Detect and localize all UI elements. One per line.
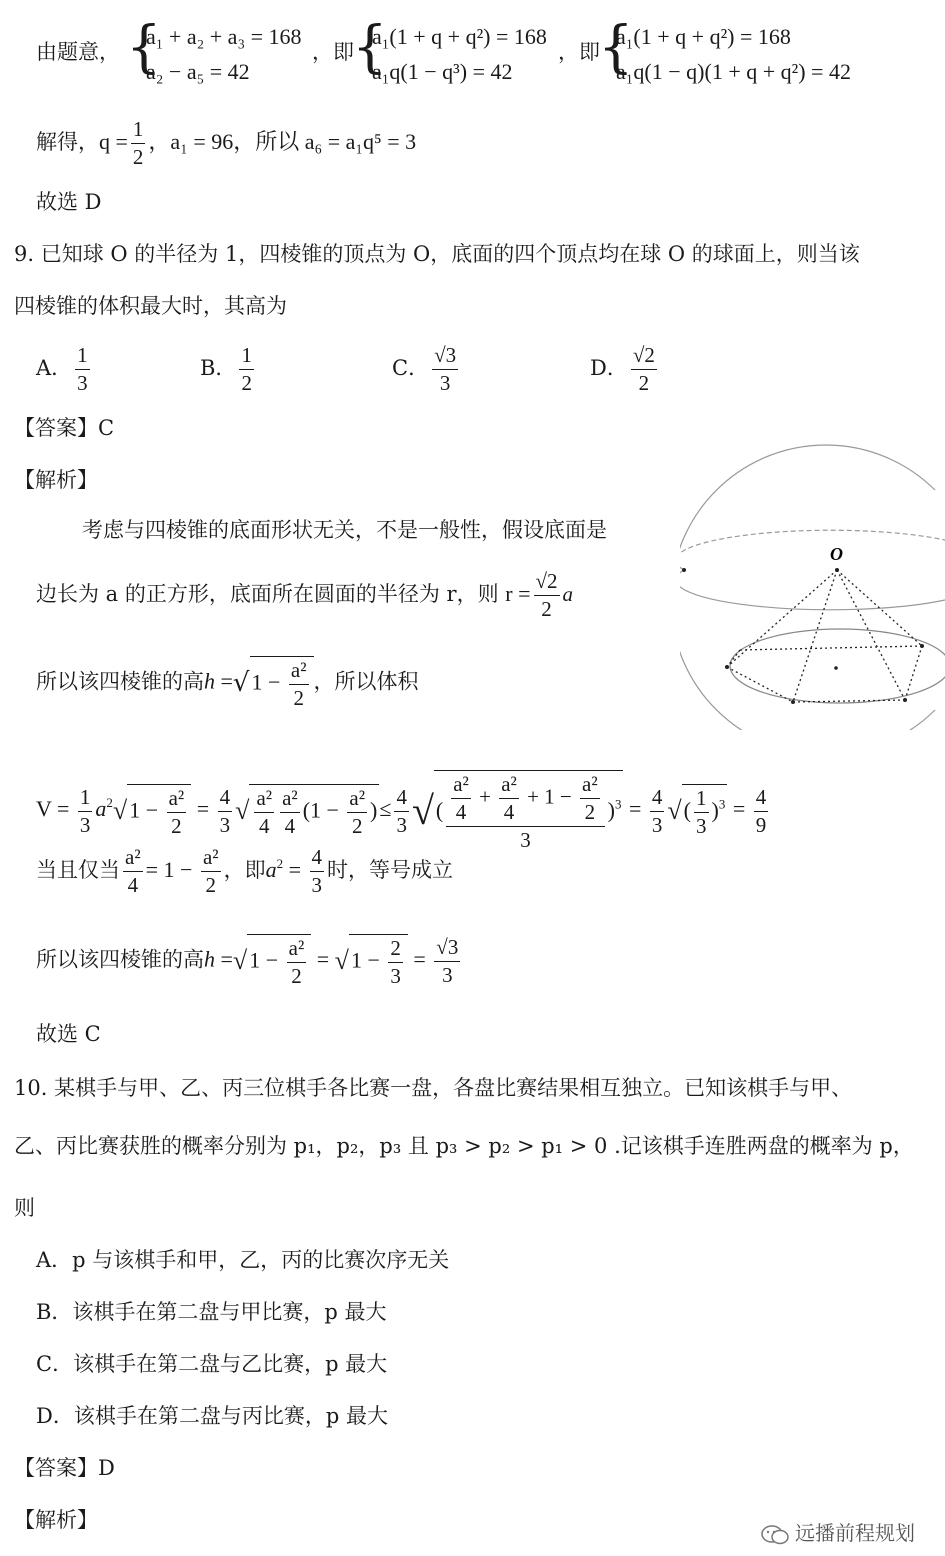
brace-3: {: [598, 15, 634, 80]
sys2-eq2: a₁q(1 − q³) = 42: [372, 59, 513, 84]
q9-a-den: 3: [77, 371, 88, 396]
brace-1: {: [126, 15, 162, 80]
q9-option-d-label: D．: [590, 356, 628, 381]
q9-height: 所以该四棱锥的高h =√1 − $\frac{\text{a²}}{2}$ = √1 − $\frac{2}{3}$ = $\frac{√3}{3}$: [36, 934, 459, 989]
var-a: a: [562, 582, 574, 607]
q9-equality-condition: 当且仅当 $\frac{\text{a²}}{4}$ = 1 − $\frac{\text{a²}}{2}$ ，即$a^2$ = $\frac{4}{3}$ 时，等号成立: [36, 845, 453, 898]
q9-para3-text: 所以该四棱锥的高: [36, 669, 204, 694]
q9-stem-line2: 四棱锥的体积最大时，其高为: [14, 294, 287, 318]
q-frac-num: 1: [131, 118, 146, 144]
v-eq-label: V =: [36, 796, 70, 822]
watermark-text: 远播前程规划: [795, 1521, 915, 1545]
solve-label: 解得，: [36, 130, 99, 155]
eq-cond-text: 当且仅当: [36, 858, 120, 883]
q10-stem-line2: 乙、丙比赛获胜的概率分别为 p₁，p₂，p₃ 且 p₃ > p₂ > p₁ > 0 .记该棋手连胜两盘的概率为 p，: [14, 1134, 914, 1158]
eq-cond-end: 时，等号成立: [327, 858, 453, 883]
eq-cond-mid: ，即: [223, 858, 266, 883]
q10-stem-line3: 则: [14, 1196, 35, 1220]
q9-c-den: 3: [439, 371, 451, 396]
a1-text: ，a₁ = 96，所以 a₆ = a₁q⁵ = 3: [148, 129, 417, 155]
q9-option-a: [36, 344, 93, 395]
r-frac-num: √2: [534, 570, 560, 596]
q9-para3-end: ，所以体积: [313, 669, 419, 694]
q9-c-num: √3: [432, 344, 458, 370]
sys3-eq1: a₁(1 + q + q²) = 168: [616, 24, 791, 49]
figure-label-o: O: [830, 544, 843, 564]
q9-option-b-label: B．: [200, 356, 237, 381]
q9-option-d: [590, 344, 660, 395]
q10-option-a: A．p 与该棋手和甲，乙，丙的比赛次序无关: [36, 1248, 450, 1272]
v-formula: V = $\frac{1}{3}$ $a^2√1$ − $\frac{\text{a²}}{2}$ = $\frac{4}{3}$ √ $\frac{\text{a²}}{4}$ $\frac{\text{a²}}{4}$ (1 − $\frac{\text{a²}}{2}$ )≤ $\frac{4}{3}$ √( $\frac{\text{a²}}{4}$ + $\frac{\text{a²}}{4}$ + 1 − $\frac{\text{a²}}{2}$ 3 )$^3$ = $\frac{4}{3}$ √( $\frac{1}{3}$ )$^3$ = $\frac{4}{9}$: [36, 772, 767, 853]
ji-text-2: ，即: [558, 40, 600, 64]
ji-text-1: ，即: [312, 40, 354, 64]
q9-d-den: 2: [638, 371, 650, 396]
q9-final: 故选 C: [36, 1022, 101, 1046]
height-text: 所以该四棱锥的高: [36, 947, 204, 972]
watermark: [761, 1517, 915, 1546]
q9-para2-text: 边长为 a 的正方形，底面所在圆面的半径为 r，则: [36, 582, 499, 607]
intro-text: 由题意，: [36, 40, 120, 64]
q9-option-c: [392, 344, 461, 395]
sys3-eq2: a₁q(1 − q)(1 + q + q²) = 42: [616, 59, 851, 84]
sys2-eq1: a₁(1 + q + q²) = 168: [372, 24, 547, 49]
q10-answer: 【答案】D: [14, 1456, 115, 1480]
h-eq: h =: [204, 668, 233, 694]
q9-para1: 考虑与四棱锥的底面形状无关，不是一般性，假设底面是: [82, 518, 607, 542]
brace-2: {: [352, 15, 388, 80]
q9-option-a-label: A．: [36, 356, 73, 381]
sys1-eq1: a₁ + a₂ + a₃ = 168: [146, 24, 302, 49]
q10-option-c: C．该棋手在第二盘与乙比赛，p 最大: [36, 1352, 388, 1376]
q9-para2: [36, 570, 573, 621]
q9-stem-line1: 9. 已知球 O 的半径为 1，四棱锥的顶点为 O，底面的四个顶点均在球 O 的球面上，则当该: [14, 242, 860, 266]
sphere-pyramid-figure: [680, 410, 945, 730]
q10-analysis-label: 【解析】: [14, 1508, 98, 1532]
q9-b-num: 1: [239, 344, 254, 370]
q10-option-b: B．该棋手在第二盘与甲比赛，p 最大: [36, 1300, 387, 1324]
q9-option-b: [200, 344, 257, 395]
q-frac-den: 2: [132, 145, 144, 170]
q9-r-eq: r =: [505, 581, 531, 607]
solve-line: [36, 118, 416, 169]
q-eq: q =: [99, 129, 128, 155]
q9-answer: 【答案】C: [14, 416, 115, 440]
q10-stem-line1: 10. 某棋手与甲、乙、丙三位棋手各比赛一盘，各盘比赛结果相互独立。已知该棋手与甲、: [14, 1076, 853, 1100]
q9-b-den: 2: [241, 371, 252, 396]
sys1-eq2: a₂ − a₅ = 42: [146, 59, 250, 84]
q9-a-num: 1: [75, 344, 90, 370]
q9-d-num: √2: [631, 344, 657, 370]
q9-analysis-label: 【解析】: [14, 468, 98, 492]
q-frac: [131, 118, 146, 169]
q9-option-c-label: C．: [392, 356, 430, 381]
choice-d-line: 故选 D: [36, 190, 102, 214]
h-sqrt: √1 − $\frac{\text{a²}}{2}$: [233, 656, 314, 710]
wechat-icon: [761, 1525, 789, 1545]
q10-option-d: D．该棋手在第二盘与丙比赛，p 最大: [36, 1404, 388, 1428]
r-frac-den: 2: [541, 597, 552, 622]
q9-para3: [36, 656, 419, 710]
